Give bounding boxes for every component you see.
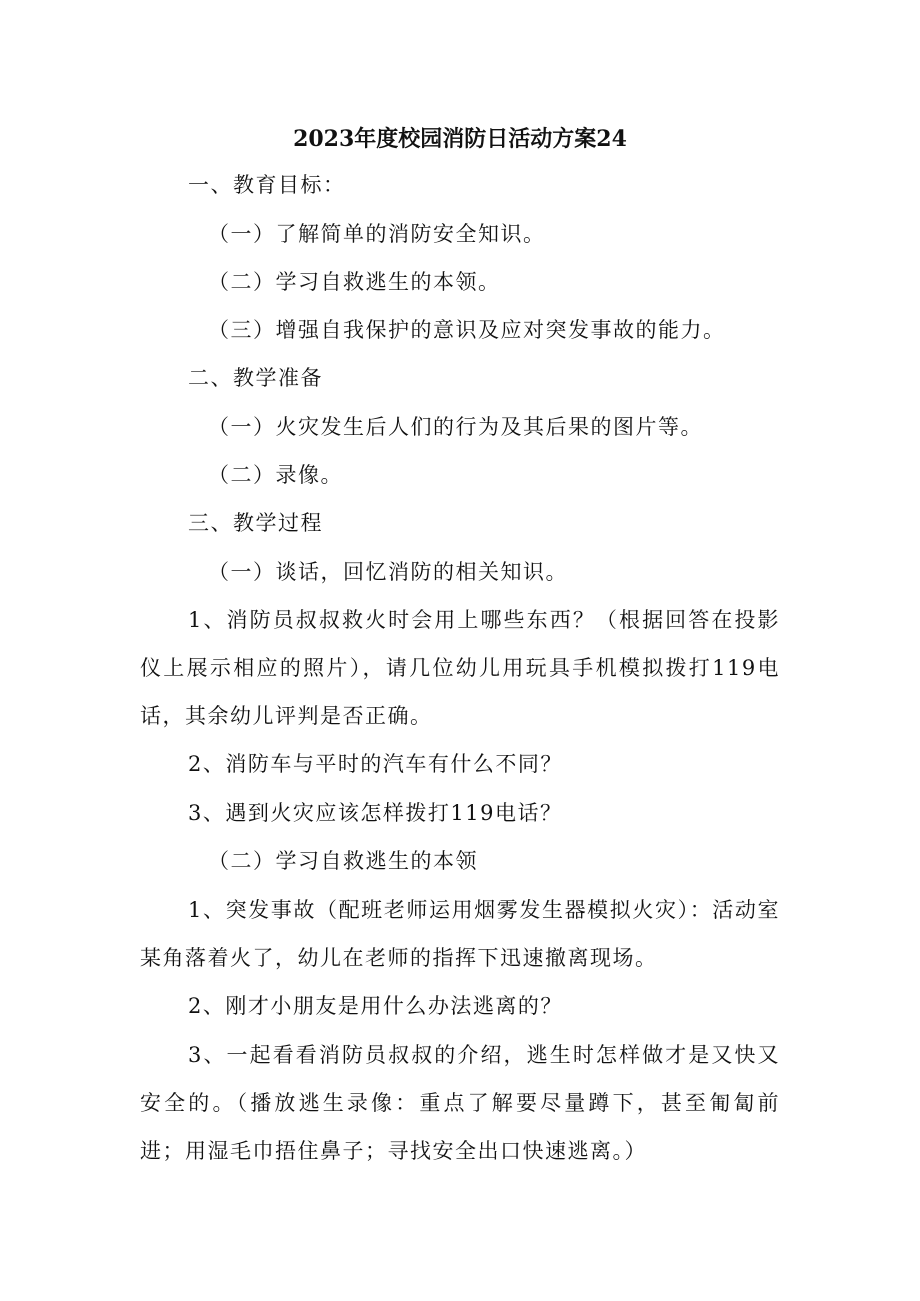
subsection-heading: （二）学习自救逃生的本领 [208,849,478,873]
list-item: （三）增强自我保护的意识及应对突发事故的能力。 [208,318,726,342]
paragraph: 2、刚才小朋友是用什么办法逃离的？ [188,994,563,1018]
paragraph: 3、一起看看消防员叔叔的介绍，逃生时怎样做才是又快又安全的。（播放逃生录像：重点了解要尽量蹲下，甚至匍匐前进；用湿毛巾捂住鼻子；寻找安全出口快速逃离。） [140,1043,780,1163]
list-item: （一）了解简单的消防安全知识。 [208,222,546,246]
paragraph: 1、突发事故（配班老师运用烟雾发生器模拟火灾）：活动室某角落着火了，幼儿在老师的指挥下迅速撤离现场。 [140,898,780,970]
paragraph: 1、消防员叔叔救火时会用上哪些东西？（根据回答在投影仪上展示相应的照片），请几位幼儿用玩具手机模拟拨打119电话，其余幼儿评判是否正确。 [140,608,780,728]
list-item: （二）学习自救逃生的本领。 [208,270,501,294]
list-item: （一）火灾发生后人们的行为及其后果的图片等。 [208,415,703,439]
paragraph: 3、遇到火灾应该怎样拨打119电话？ [188,801,563,825]
paragraph: 2、消防车与平时的汽车有什么不同？ [188,752,563,776]
list-item: （二）录像。 [208,463,343,487]
document-title: 2023年度校园消防日活动方案24 [293,126,627,152]
section-heading-teaching-process: 三、教学过程 [188,511,323,535]
section-heading-teaching-prep: 二、教学准备 [188,366,323,390]
subsection-heading: （一）谈话，回忆消防的相关知识。 [208,560,568,584]
section-heading-education-goals: 一、教育目标： [188,173,346,197]
